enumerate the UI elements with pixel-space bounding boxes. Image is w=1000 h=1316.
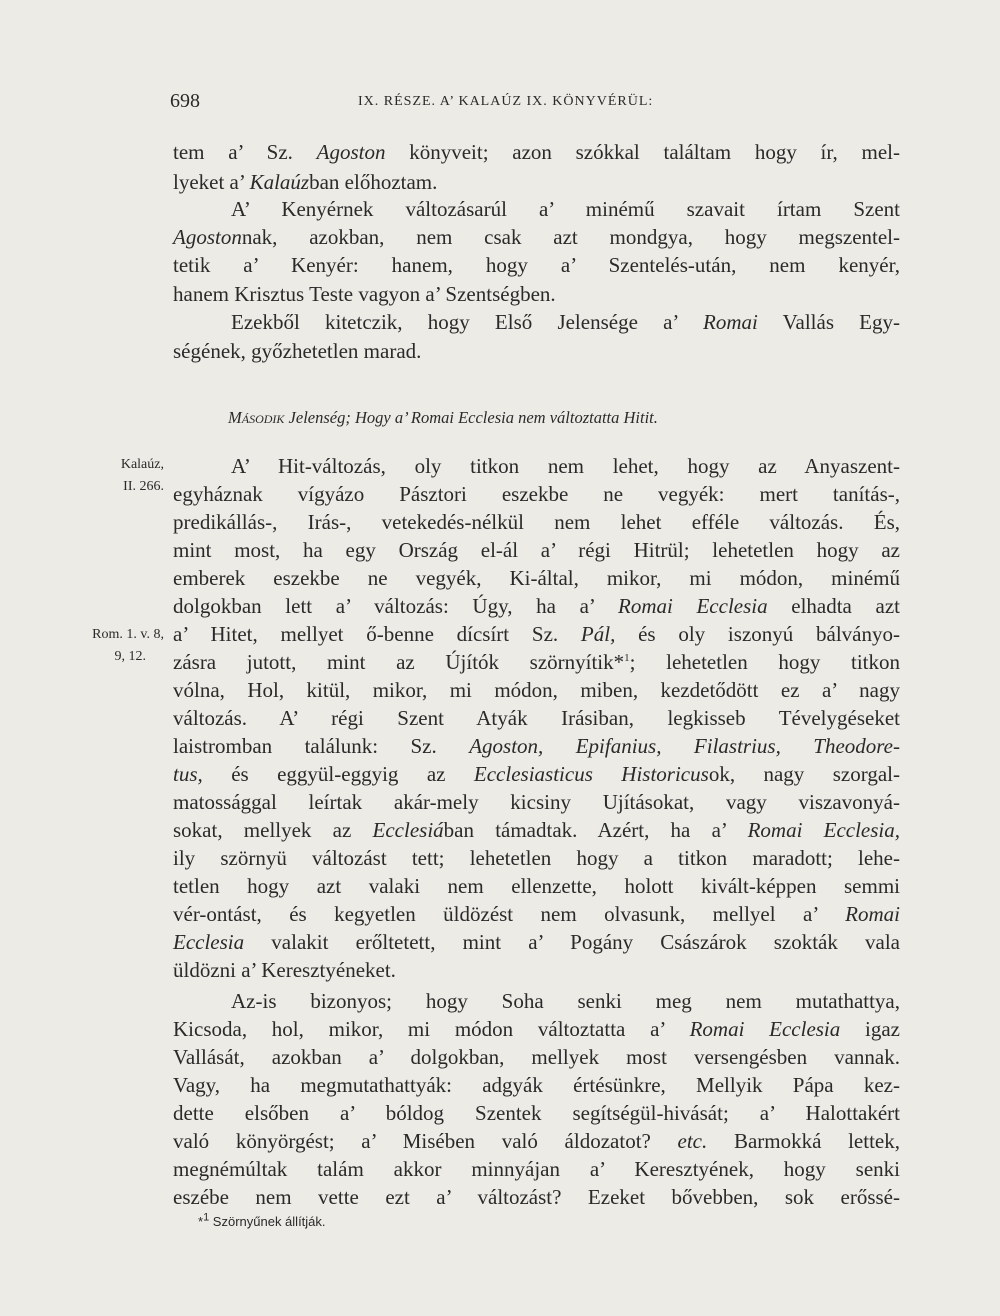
text-line: üldözni a’ Keresztyéneket.: [173, 958, 396, 982]
page-header: [170, 90, 900, 114]
text-line: megnémúltak talám akkor minnyájan a’ Keresztyének, hogy senki: [173, 1157, 900, 1181]
margin-note-rom: [92, 624, 164, 668]
text-line: ségének, győzhetetlen marad.: [173, 339, 422, 363]
text-line: hanem Krisztus Teste vagyon a’ Szentségben.: [173, 282, 556, 306]
text-line: Ezekből kitetczik, hogy Első Jelensége a’ Romai Vallás Egy-: [231, 310, 900, 334]
margin-note-line: 9, 12.: [114, 649, 146, 664]
text-line: Agostonnak, azokban, nem csak azt mondgya, hogy megszentel-: [173, 225, 900, 249]
text-line: laistromban találunk: Sz. Agoston, Epifanius, Filastrius, Theodore-: [173, 734, 901, 758]
text-line: A’ Hit-változás, oly titkon nem lehet, hogy az Anyaszent-: [231, 454, 900, 478]
margin-note-line: II. 266.: [123, 479, 164, 494]
text-line: predikállás-, Irás-, vetekedés-nélkül nem lehet efféle változás. És,: [173, 510, 900, 534]
text-line: vólna, Hol, kitül, mikor, mi módon, miben, kezdetődött ez a’ nagy: [173, 678, 900, 702]
text-line: eszébe nem vette ezt a’ változást? Ezeket bővebben, sok erőssé-: [173, 1185, 900, 1209]
text-line: tem a’ Sz. Agoston könyveit; azon szókkal találtam hogy ír, mel-: [173, 140, 900, 164]
text-line: tetik a’ Kenyér: hanem, hogy a’ Szentelés-után, nem kenyér,: [173, 253, 900, 277]
text-line: emberek eszekbe ne vegyék, Ki-által, mikor, mi módon, minémű: [173, 566, 900, 590]
text-line: vér-ontást, és kegyetlen üldözést nem olvasunk, mellyel a’ Romai: [173, 902, 900, 926]
footnote: *$^1$ Szörnyűnek állítják.: [198, 1211, 326, 1229]
running-head: IX. RÉSZE. A’ KALAÚZ IX. KÖNYVÉRÜL:: [358, 94, 654, 109]
section-heading: Második Jelenség; Hogy a’ Romai Ecclesia nem változtatta Hitit.: [228, 408, 658, 427]
text-line: sokat, mellyek az Ecclesiában támadtak. Azért, ha a’ Romai Ecclesia,: [173, 818, 901, 842]
text-line: a’ Hitet, mellyet ő-benne dícsírt Sz. Pál, és oly iszonyú bálványo-: [173, 622, 900, 646]
text-line: Az-is bizonyos; hogy Soha senki meg nem mutathattya,: [231, 989, 900, 1013]
text-line: Ecclesia valakit erőltetett, mint a’ Pogány Császárok szokták vala: [173, 930, 900, 954]
text-line: zásra jutott, mint az Újítók szörnyítik*$^1$; lehetetlen hogy titkon: [173, 650, 900, 674]
text-line: változás. A’ régi Szent Atyák Irásiban, legkisseb Tévelygéseket: [173, 706, 900, 730]
text-line: mint most, ha egy Ország el-ál a’ régi Hitrül; lehetetlen hogy az: [173, 538, 900, 562]
text-line: dolgokban lett a’ változás: Úgy, ha a’ Romai Ecclesia elhadta azt: [173, 594, 900, 618]
text-line: való könyörgést; a’ Misében való áldozatot? etc. Barmokká lettek,: [173, 1129, 900, 1153]
text-line: dette elsőben a’ bóldog Szentek segítségül-hivását; a’ Halottakért: [173, 1101, 900, 1125]
text-line: lyeket a’ Kalaúzban előhoztam.: [173, 170, 438, 194]
text-line: Vallását, azokban a’ dolgokban, mellyek most versengésben vannak.: [173, 1045, 900, 1069]
margin-note-line: Rom. 1. v. 8,: [92, 627, 164, 642]
text-line: A’ Kenyérnek változásarúl a’ minémű szavait írtam Szent: [231, 197, 900, 221]
text-line: Kicsoda, hol, mikor, mi módon változtatta a’ Romai Ecclesia igaz: [173, 1017, 900, 1041]
margin-note-line: Kalaúz,: [120, 457, 164, 472]
text-line: ily szörnyü változást tett; lehetetlen hogy a titkon maradott; lehe-: [173, 846, 900, 870]
text-line: tus, és eggyül-eggyig az Ecclesiasticus Historicusok, nagy szorgal-: [173, 762, 900, 786]
text-line: egyháznak vígyázo Pásztori eszekbe ne vegyék: mert tanítás-,: [173, 482, 900, 506]
text-line: tetlen hogy azt valaki nem ellenzette, holott kivált-képpen semmi: [173, 874, 900, 898]
text-line: Vagy, ha megmutathattyák: adgyák értésünkre, Mellyik Pápa kez-: [173, 1073, 900, 1097]
page-number: 698: [170, 90, 200, 112]
text-line: matossággal leírtak akár-mely kicsiny Ujításokat, vagy viszavonyá-: [173, 790, 900, 814]
margin-note-kalauz: [121, 454, 164, 498]
